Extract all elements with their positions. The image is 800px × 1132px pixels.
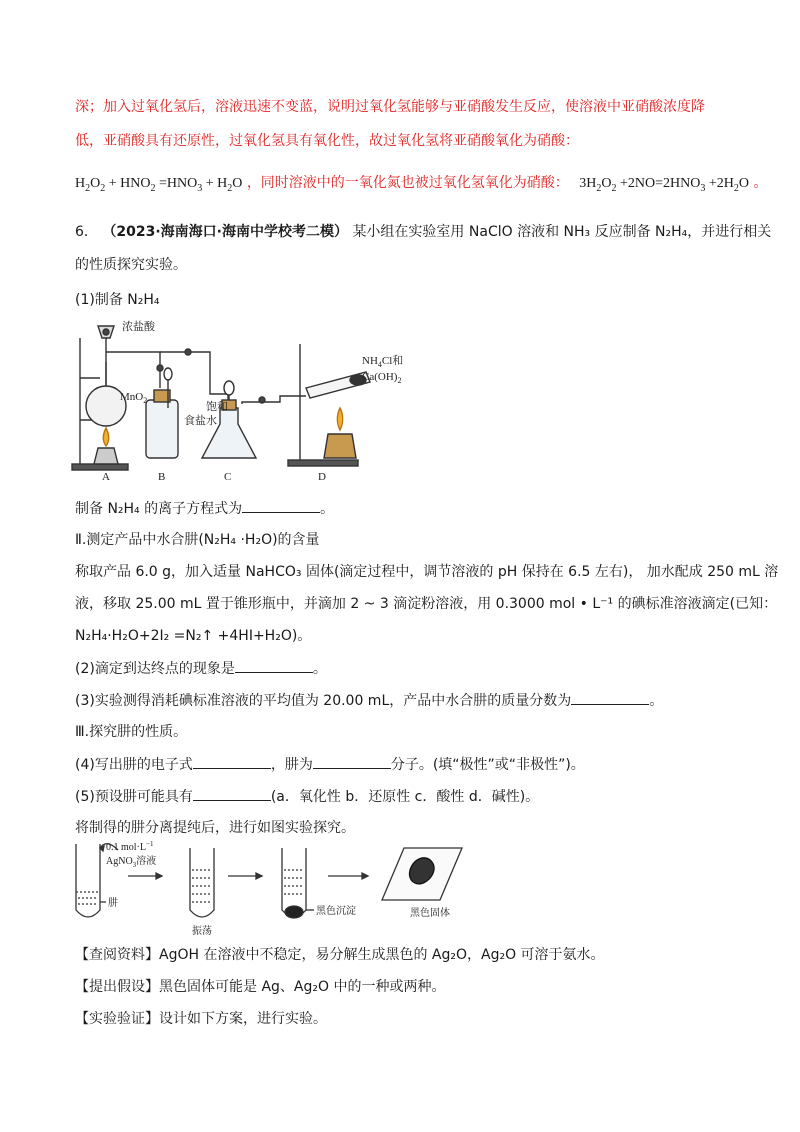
question-5	[75, 786, 539, 807]
label-reagent-1: 0.1 $mol\cdot L^{-1}$	[106, 840, 154, 853]
answer-period: 。	[753, 175, 768, 191]
answer-line-2: 低，亚硝酸具有还原性，过氧化氢具有氧化性，故过氧化氢将亚硝酸氧化为硝酸：	[75, 133, 579, 149]
part2-paragraph-2: 液，移取 25.00 mL 置于锥形瓶中，并滴加 2 ~ 3 滴淀粉溶液，用 0.3000 mol • L⁻¹ 的碘标准溶液滴定(已知：	[75, 596, 778, 612]
experiment-intro: 将制得的肼分离提纯后，进行如图实验探究。	[75, 820, 355, 836]
label-hydrazine: 肼	[108, 898, 118, 909]
question-header	[75, 222, 771, 242]
question-5-text-a: (5)预设肼可能具有	[75, 789, 193, 805]
label-nh4cl: $NH_4Cl$和	[362, 355, 404, 369]
equation-h2o2-no: $3H_2O_2 +2NO=2HNO_3 +2H_2O$	[579, 176, 749, 194]
part2-paragraph-1: 称取产品 6.0 g，加入适量 NaHCO₃ 固体(滴定过程中，调节溶液的 pH 保持在 6.5 左右)， 加水配成 250 mL 溶	[75, 564, 779, 580]
question-4-text-a: (4)写出肼的电子式	[75, 757, 193, 773]
part1-question	[75, 498, 334, 519]
part3-title: Ⅲ.探究肼的性质。	[75, 724, 188, 740]
part2-title: Ⅱ.测定产品中水合肼(N₂H₄ ·H₂O)的含量	[75, 532, 320, 548]
answer-blank-1[interactable]	[242, 498, 320, 513]
answer-eq-mid-text: ，同时溶液中的一氧化氮也被过氧化氢氧化为硝酸：	[246, 175, 569, 191]
answer-equation-line	[75, 173, 767, 199]
question-source: （2023·海南海口·海南中学校考二模）	[102, 224, 348, 240]
label-reagent-2: AgNO$_3$溶液	[106, 856, 157, 869]
question-4	[75, 754, 585, 775]
verify-paragraph: 【实验验证】设计如下方案，进行实验。	[75, 1011, 327, 1027]
label-b: B	[158, 471, 166, 483]
equation-h2o2-hno2: $H_2O_2 + HNO_2 =HNO_3 + H_2O$	[75, 176, 243, 194]
label-shake: 振荡	[192, 926, 212, 936]
hypothesis-paragraph: 【提出假设】黑色固体可能是 Ag、Ag₂O 中的一种或两种。	[75, 979, 446, 995]
apparatus-figure	[70, 308, 430, 484]
label-black-solid: 黑色固体	[410, 908, 450, 919]
answer-blank-3[interactable]	[571, 690, 649, 705]
label-saturated-1: 饱和	[206, 401, 228, 413]
part1-question-text: 制备 N₂H₄ 的离子方程式为	[75, 501, 243, 517]
answer-blank-5[interactable]	[193, 786, 271, 801]
part1-title: (1)制备 N₂H₄	[75, 292, 160, 308]
answer-blank-4a[interactable]	[193, 754, 271, 769]
question-header-text-2: 的性质探究实验。	[75, 257, 187, 273]
experiment-figure	[70, 840, 470, 936]
question-4-text-b: ，肼为	[270, 757, 313, 773]
end-mark: 。	[320, 501, 335, 517]
question-2-text: (2)滴定到达终点的现象是	[75, 661, 235, 677]
question-5-text-b: (a．氧化性 b．还原性 c．酸性 d．碱性)。	[270, 789, 540, 805]
answer-blank-4b[interactable]	[313, 754, 391, 769]
label-conc-hcl: 浓盐酸	[122, 321, 155, 333]
answer-line-1: 深；加入过氧化氢后，溶液迅速不变蓝，说明过氧化氢能够与亚硝酸发生反应，使溶液中亚硝酸浓度降	[75, 99, 705, 115]
question-3	[75, 690, 663, 711]
question-header-text: 某小组在实验室用 NaClO 溶液和 NH₃ 反应制备 N₂H₄，并进行相关	[352, 224, 772, 240]
question-2	[75, 658, 327, 679]
end-mark: 。	[312, 661, 327, 677]
label-mno2: MnO$_2$	[120, 391, 148, 405]
question-4-text-c: 分子。(填“极性”或“非极性”)。	[390, 757, 585, 773]
label-saturated-2: 食盐水	[184, 415, 217, 427]
label-caoh2: $Ca(OH)_2$	[362, 371, 402, 385]
end-mark: 。	[649, 693, 664, 709]
answer-blank-2[interactable]	[235, 658, 313, 673]
question-number: 6．	[75, 224, 98, 240]
label-d: D	[318, 471, 326, 483]
question-3-text: (3)实验测得消耗碘标准溶液的平均值为 20.00 mL，产品中水合肼的质量分数为	[75, 693, 572, 709]
info-paragraph: 【查阅资料】AgOH 在溶液中不稳定，易分解生成黑色的 Ag₂O，Ag₂O 可溶于氨水。	[75, 947, 605, 963]
label-c: C	[224, 471, 232, 483]
label-a: A	[102, 471, 110, 483]
label-black-precipitate: 黑色沉淀	[316, 906, 356, 917]
part2-paragraph-3: N₂H₄·H₂O+2I₂ =N₂↑ +4HI+H₂O)。	[75, 628, 312, 644]
